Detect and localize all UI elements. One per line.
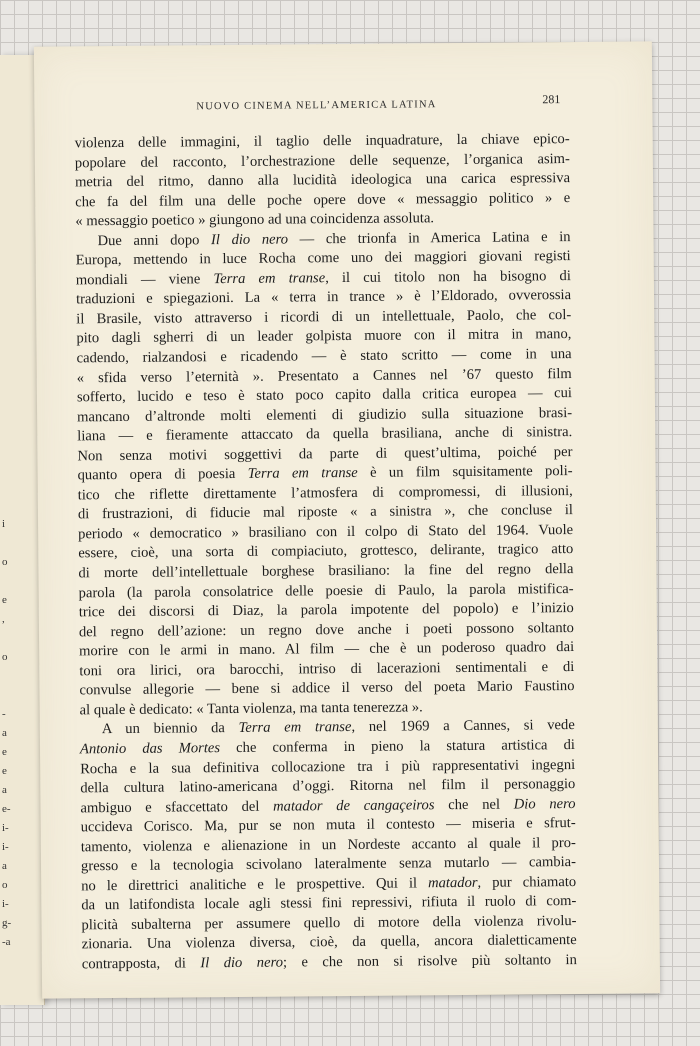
text-segment: essere, cioè, una sorta di compiaciuto, grottesco, delirante, tragico atto [78, 541, 574, 562]
facing-page-fragment: i- [2, 898, 9, 910]
facing-page-text-fragments [2, 515, 32, 952]
facing-page-fragment: i- [2, 822, 9, 834]
text-segment: Europa, mettendo in luce Rocha come uno dei maggiori giovani registi [75, 248, 571, 269]
facing-page-fragment: a [2, 860, 7, 872]
italic-title: Il dio nero [200, 954, 284, 972]
facing-page-fragment: - [2, 708, 6, 720]
facing-page-fragment [2, 572, 32, 591]
text-segment: al quale è dedicato: « Tanta violenza, ma tanta tenerezza ». [79, 699, 423, 719]
facing-page-fragment [2, 534, 32, 553]
text-segment: parola (la parola consolatrice delle poesie di Paulo, la parola mistifica- [78, 580, 574, 601]
text-segment: traduzioni e spiegazioni. La « terra in trance » è l’Eldorado, ovverossia [75, 287, 572, 308]
running-head: NUOVO CINEMA NELL’AMERICA LATINA [196, 99, 437, 113]
facing-page-fragment: a [2, 784, 7, 796]
text-segment: « messaggio poetico » giungono ad una coincidenza assoluta. [75, 210, 435, 230]
italic-title: Antonio das Mortes [79, 740, 221, 758]
text-segment: tamento, violenza e alienazione in un Nordeste accanto al quale il pro- [80, 834, 576, 856]
text-segment: quanto opera di poesia [77, 466, 248, 484]
italic-title: matador [427, 874, 478, 892]
facing-page-fragment: e [2, 765, 7, 777]
text-segment: contrapposta, di [81, 955, 201, 973]
text-segment: da un latifondista locale agli stessi fini repressivi, rifiuta il ruolo di com- [81, 893, 577, 914]
text-segment: Non senza motivi soggettivi da parte di quest’ultima, poiché per [77, 443, 573, 465]
facing-page-fragment: g- [2, 917, 12, 929]
body-text [75, 130, 577, 975]
text-segment: ; e che non si risolve più soltanto in [282, 951, 577, 971]
text-segment: è un film squisitamente poli- [357, 463, 573, 482]
facing-page-fragment: i- [2, 841, 9, 853]
text-segment: periodo « democratico » brasiliano con il colpo di Stato del 1964. Vuole [78, 521, 574, 543]
italic-title: Terra em transe [213, 270, 326, 287]
page-number: 281 [542, 92, 561, 107]
text-segment: , pur chiamato [477, 873, 577, 891]
text-segment: , nel 1969 a Cannes, si vede [351, 717, 575, 736]
text-segment: zionaria. Una violenza diversa, cioè, da quella, ancora dialetticamente [81, 932, 577, 953]
text-segment: A un biennio da [101, 720, 239, 738]
text-segment: della cultura latino-americana d’oggi. Ritorna nel film il personaggio [80, 776, 576, 797]
text-segment: uccideva Corisco. Ma, pur se non muta il contesto — miseria e sfrut- [80, 815, 576, 836]
text-segment: convulse allegorie — bene si addice il verso del poeta Mario Faustino [79, 678, 575, 699]
text-segment: di frustrazioni, di fiducie mal riposte « a sinistra », che concluse il [77, 502, 573, 523]
facing-page-fragment [2, 629, 32, 648]
text-segment: toni ora lirici, ora barocchi, intriso di lacerazioni sentimentali e di [79, 658, 575, 680]
facing-page-fragment: , [2, 613, 5, 625]
facing-page-fragment: e [2, 746, 7, 758]
italic-title: matador de cangaçeiros [273, 796, 435, 815]
text-segment: Rocha e la sua definitiva collocazione tra i più rappresentativi ingegni [80, 756, 576, 777]
text-segment: ambiguo e sfaccettato del [80, 798, 274, 816]
text-segment: gresso e la tecnologia scivolano lateralmente senza mutarlo — cambia- [80, 854, 577, 875]
text-segment: tico che riflette direttamente l’atmosfera di compromessi, di illusioni, [77, 482, 573, 504]
text-segment: no le direttrici analitiche e le prospettive. Qui il [81, 875, 429, 895]
text-segment: il Brasile, visto attraverso i ricordi di un intellettuale, Paolo, che col- [76, 306, 572, 328]
book-page [34, 41, 660, 998]
text-segment: violenza delle immagini, il taglio delle inquadrature, la chiave epico- [74, 131, 570, 152]
facing-page-fragment: -a [2, 936, 11, 948]
facing-page-fragment: a [2, 727, 7, 739]
text-segment: Due anni dopo [97, 231, 212, 249]
italic-title: Il dio nero [210, 231, 289, 248]
text-segment: sofferto, lucido e teso è stato poco capito dalla critica europea — cui [76, 385, 572, 406]
italic-title: Terra em transe [238, 719, 352, 737]
text-segment: del regno dell’azione: un regno dove anche i poeti possono soltanto [78, 619, 575, 641]
facing-page-fragment: o [2, 651, 8, 663]
text-segment: mancano d’altronde molti elementi di giudizio sulla situazione brasi- [77, 404, 573, 426]
italic-title: Dio nero [513, 795, 576, 813]
text-segment: pito dagli sgherri di un leader golpista muore con il mitra in mano, [76, 326, 572, 347]
italic-title: Terra em transe [247, 465, 358, 483]
text-line [82, 951, 577, 975]
text-segment: di morte dell’intellettuale borghese brasiliano: la fine del regno della [78, 561, 574, 582]
text-segment: trice dei discorsi di Diaz, la parola impotente del popolo) e l’inizio [78, 600, 574, 621]
facing-page-fragment: o [2, 556, 8, 568]
text-segment: liana — e fieramente attaccato da quella brasiliana, anche di sinistra. [77, 424, 573, 445]
facing-page-fragment [2, 686, 32, 705]
text-segment: , il cui titolo non ha bisogno di [325, 267, 571, 287]
text-segment: plicità subalterna per assumere quello di motore della violenza rivolu- [81, 912, 577, 934]
text-segment: metria del ritmo, danno alla lucidità ideologica una carica espressiva [74, 170, 571, 191]
text-segment: « sfida verso l’eternità ». Presentato a Cannes nel ’67 questo film [76, 365, 572, 386]
facing-page-fragment [2, 667, 32, 686]
facing-page-fragment: e [2, 594, 7, 606]
facing-page-fragment: o [2, 879, 8, 891]
text-segment: morire con le armi in mano. Al film — che è un poderoso quadro dai [79, 639, 575, 660]
facing-page-fragment: e- [2, 803, 11, 815]
text-segment: che conferma in pieno la statura artistica di [219, 736, 576, 757]
text-segment: che nel [434, 796, 514, 813]
text-segment: che fa del film una delle poche opere dove « messaggio politico » e [75, 189, 571, 210]
text-segment: popolare del racconto, l’orchestrazione delle sequenze, l’organica asim- [74, 150, 570, 171]
facing-page-fragment: i [2, 518, 6, 530]
text-segment: cadendo, rialzandosi e ricadendo — è stato scritto — come in una [76, 346, 572, 367]
text-segment: — che trionfa in America Latina e in [287, 228, 571, 248]
text-segment: mondiali — viene [75, 270, 214, 289]
